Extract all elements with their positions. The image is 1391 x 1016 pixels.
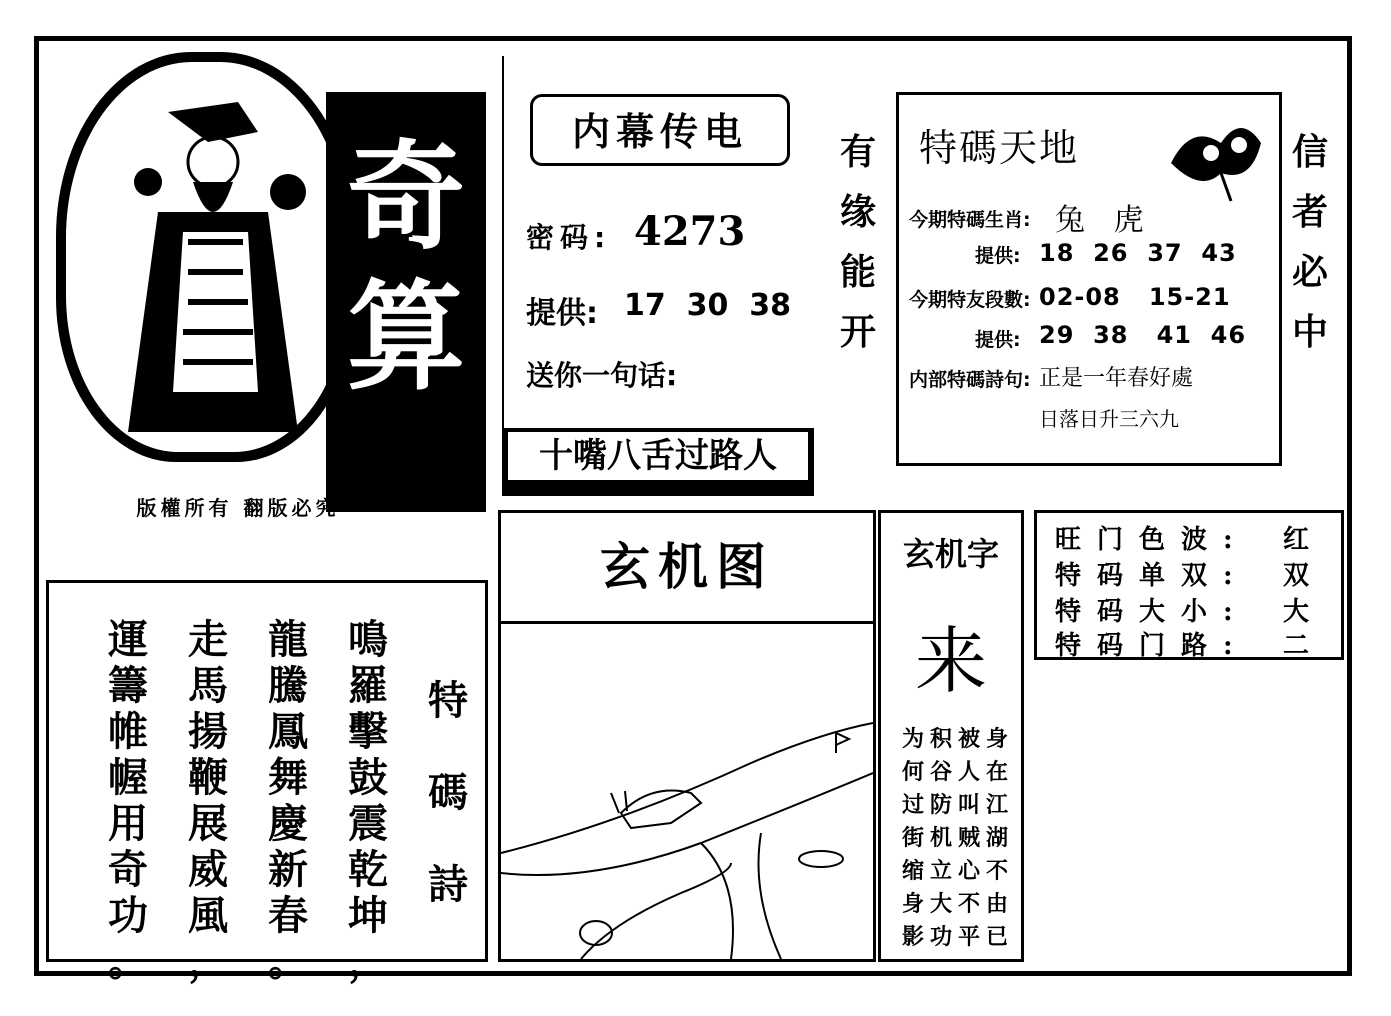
flower-icon [1161, 103, 1271, 203]
code-info-box [1034, 510, 1344, 660]
mystery-verse-column: 积 谷 防 机 立 大 功 [929, 727, 952, 950]
poem-title-char: 詩 [428, 861, 468, 908]
special-code-box [896, 92, 1282, 466]
inside-news-box [502, 56, 816, 496]
mystery-verse-column: 被 人 叫 贼 心 不 平 [957, 727, 980, 950]
mystery-verse-column: 为 何 过 街 缩 身 影 [901, 727, 924, 950]
poem-column: 鳴 羅 擊 鼓 震 乾 坤 ， [348, 616, 388, 985]
poem-column: 運 籌 帷 幄 用 奇 功 。 [108, 616, 148, 985]
mystery-word-title: 玄机字 [902, 535, 999, 573]
info-row: 特码大小: 大 [1055, 597, 1326, 627]
info-row: 特码门路: 二 [1055, 631, 1326, 661]
slogan-left [834, 122, 882, 362]
slogan-char: 必 [1291, 251, 1328, 293]
poem-title-char: 特 [428, 677, 468, 724]
slogan-char: 缘 [839, 191, 876, 233]
poem-title [423, 655, 473, 931]
slogan-char: 信 [1291, 131, 1328, 173]
poem-line-2: 日落日升三六九 [1039, 407, 1179, 431]
slogan-char: 有 [839, 131, 876, 173]
mystery-word-char: 来 [914, 619, 987, 703]
inside-news-header: 内幕传电 [530, 94, 790, 166]
saying-text: 十嘴八舌过路人 [508, 432, 808, 480]
poem-box [46, 580, 488, 985]
provide-label: 提供: [526, 296, 598, 331]
provide-value: 17 30 38 [624, 288, 792, 323]
password-label: 密码: [526, 221, 612, 254]
provide1-label: 提供: [975, 245, 1021, 267]
provide1-value: 18 26 37 43 [1039, 239, 1237, 267]
copyright-text: 版權所有 翻版必究 [136, 496, 340, 520]
rabbit-landscape-illustration [501, 623, 873, 959]
title-char: 奇 [346, 127, 465, 266]
slogan-char: 中 [1291, 311, 1328, 353]
slogan-char: 能 [839, 251, 876, 293]
mystery-picture-box [498, 510, 876, 962]
mystery-word-box [878, 510, 1024, 962]
saying-label: 送你一句话: [526, 359, 678, 392]
zodiac-value: 兔 虎 [1055, 203, 1144, 238]
poem-column: 走 馬 揚 鞭 展 威 風 ， [188, 616, 228, 985]
provide2-value: 29 38 41 46 [1039, 321, 1247, 349]
mystery-verse-column: 身 在 江 湖 不 由 已 [985, 727, 1008, 950]
zodiac-label: 今期特碼生肖: [909, 209, 1031, 231]
special-code-title: 特碼天地 [919, 126, 1080, 170]
range-label: 今期特友段數: [909, 289, 1031, 311]
poem-label: 内部特碼詩句: [909, 369, 1031, 391]
mystery-picture-title: 玄机图 [501, 513, 873, 624]
provide2-label: 提供: [975, 329, 1021, 351]
range-value: 02-08 15-21 [1039, 283, 1231, 311]
poem-line-1: 正是一年春好處 [1039, 366, 1194, 391]
slogan-right [1286, 122, 1334, 362]
poem-column: 龍 騰 鳳 舞 慶 新 春 。 [268, 616, 308, 985]
info-row: 特码单双: 双 [1055, 561, 1326, 591]
deity-illustration [88, 72, 328, 452]
slogan-char: 者 [1291, 191, 1328, 233]
password-value: 4273 [634, 208, 746, 255]
slogan-char: 开 [839, 311, 876, 353]
title-char: 算 [346, 267, 465, 406]
info-row: 旺门色波: 红 [1055, 525, 1326, 555]
poem-title-char: 碼 [428, 769, 468, 816]
